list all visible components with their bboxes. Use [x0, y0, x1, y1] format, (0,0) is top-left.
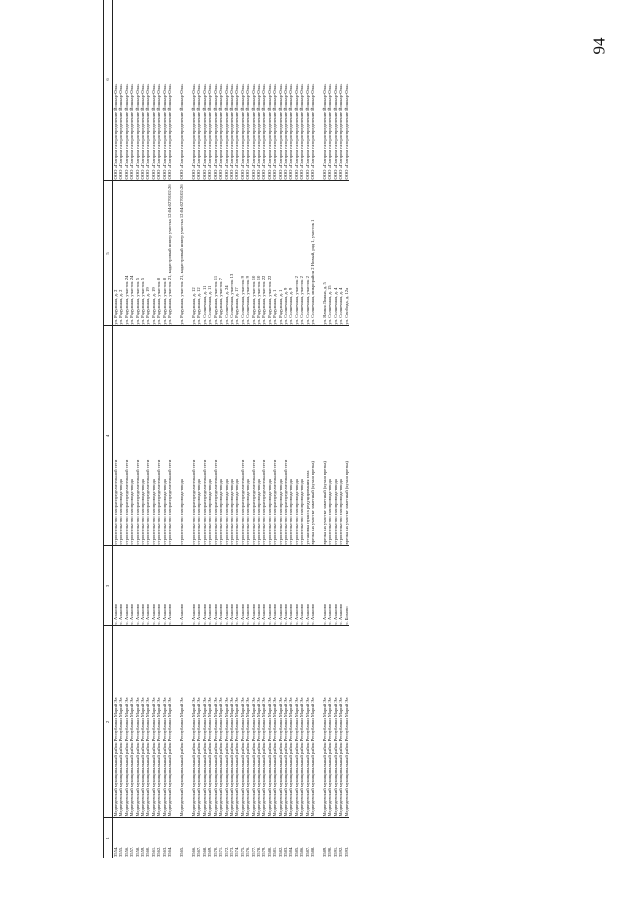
settlement-cell: с. Азаново — [261, 546, 266, 626]
district-cell: Медведевский муниципальный район Республики Марий Эл — [118, 626, 123, 818]
district-cell: Медведевский муниципальный район Республики Марий Эл — [283, 626, 288, 818]
address-cell: ул. Солнечная, участок 2 — [294, 181, 299, 326]
settlement-cell: с. Азаново — [338, 546, 343, 626]
settlement-cell: с. Азаново — [322, 546, 327, 626]
address-cell: ул. Радужная, д. 1 — [278, 181, 283, 326]
organization-cell: ООО «Газпром газораспределение Йошкар-Ола» — [338, 0, 343, 181]
row-number: 3593. — [343, 846, 349, 857]
district-cell: Медведевский муниципальный район Республики Марий Эл — [140, 626, 145, 818]
address-cell: ул. Солнечная, д. 9 — [288, 181, 293, 326]
row-number: 3558. — [134, 846, 140, 857]
organization-cell: ООО «Газпром газораспределение Йошкар-Ола» — [240, 0, 245, 181]
work-type-cell: строительство газопровода-ввода — [278, 326, 283, 546]
settlement-cell: с. Азаново — [333, 546, 338, 626]
address-cell: ул. Радужная, участок 7 — [218, 181, 223, 326]
row-number: 3578. — [255, 846, 261, 857]
address-cell: ул. Солнечная, участок 2 — [299, 181, 304, 326]
row-number: 3554. — [113, 846, 118, 857]
row-number: 3560. — [145, 846, 151, 857]
organization-cell: ООО «Газпром газораспределение Йошкар-Ола» — [202, 0, 207, 181]
address-cell: ул. Радужная, участок 10 — [251, 181, 256, 326]
work-type-cell: строительство газопровода-ввода — [267, 326, 272, 546]
settlement-cell: с. Азаново — [256, 546, 261, 626]
organization-cell: ООО «Газпром газораспределение Йошкар-Ола» — [327, 0, 332, 181]
address-cell: ул. Солнечная, микрорайон 2 Новый, ряд 1, участок 1 — [310, 181, 322, 326]
address-cell: ул. Свобода, д. 12а — [344, 181, 349, 326]
column-header-work-type: 4 — [104, 326, 113, 546]
district-cell: Медведевский муниципальный район Республики Марий Эл — [218, 626, 223, 818]
column-header-settlement: 3 — [104, 546, 113, 626]
table-row — [167, 0, 179, 858]
address-cell: ул. Солнечная, участок 2 — [305, 181, 310, 326]
organization-cell: ООО «Газпром газораспределение Йошкар-Ола» — [135, 0, 140, 181]
address-cell: ул. Радужная, д. 19 — [151, 181, 156, 326]
work-type-cell: строительство газопровода-ввода — [234, 326, 239, 546]
address-cell: ул. Солнечная, д. 24 — [224, 181, 229, 326]
settlement-cell: с. Азаново — [245, 546, 250, 626]
row-number: 3571. — [218, 846, 224, 857]
district-cell: Медведевский муниципальный район Республики Марий Эл — [202, 626, 207, 818]
row-number: 3591. — [332, 846, 338, 857]
settlement-cell: с. Азаново — [294, 546, 299, 626]
organization-cell: ООО «Газпром газораспределение Йошкар-Ола» — [124, 0, 129, 181]
organization-cell: ООО «Газпром газораспределение Йошкар-Ола» — [179, 0, 191, 181]
settlement-cell: с. Азаново — [267, 546, 272, 626]
row-number: 3568. — [201, 846, 207, 857]
address-cell: ул. Радужная, д. 2 — [118, 181, 123, 326]
work-type-cell: строительство газопровода-ввода — [179, 326, 191, 546]
district-cell: Медведевский муниципальный район Республики Марий Эл — [224, 626, 229, 818]
settlement-cell: с. Азаново — [251, 546, 256, 626]
district-cell: Медведевский муниципальный район Республики Марий Эл — [207, 626, 212, 818]
organization-cell: ООО «Газпром газораспределение Йошкар-Ола» — [162, 0, 167, 181]
work-type-cell: строительство газораспределительной сети — [124, 326, 129, 546]
table-row — [310, 0, 322, 858]
row-number: 3580. — [266, 846, 272, 857]
row-number: 3583. — [282, 846, 288, 857]
settlement-cell: с. Азаново — [140, 546, 145, 626]
organization-cell: ООО «Газпром газораспределение Йошкар-Ола» — [151, 0, 156, 181]
row-number: 3588. — [310, 846, 315, 857]
district-cell: Медведевский муниципальный район Республики Марий Эл — [196, 626, 201, 818]
work-type-cell: строительство газопровода-ввода — [299, 326, 304, 546]
district-cell: Медведевский муниципальный район Республики Марий Эл — [272, 626, 277, 818]
row-number: 3590. — [327, 846, 333, 857]
table-row — [179, 0, 191, 858]
address-cell: ул. Радужная, д. 12 — [191, 181, 196, 326]
work-type-cell: строительство газопровода-ввода — [207, 326, 212, 546]
organization-cell: ООО «Газпром газораспределение Йошкар-Ола» — [322, 0, 327, 181]
address-cell: ул. Радужная, д. 17 — [234, 181, 239, 326]
row-number: 3576. — [245, 846, 251, 857]
district-cell: Медведевский муниципальный район Республики Марий Эл — [322, 626, 327, 818]
settlement-cell: с. Азаново — [145, 546, 150, 626]
district-cell: Медведевский муниципальный район Республики Марий Эл — [261, 626, 266, 818]
settlement-cell: с. Азаново — [113, 546, 119, 626]
district-cell: Медведевский муниципальный район Республики Марий Эл — [278, 626, 283, 818]
work-type-cell: строительство газопровода-ввода — [151, 326, 156, 546]
work-type-cell: строительство газопровода-ввода — [333, 326, 338, 546]
work-type-cell: строительство газопровода-ввода — [118, 326, 123, 546]
organization-cell: ООО «Газпром газораспределение Йошкар-Ола» — [207, 0, 212, 181]
organization-cell: ООО «Газпром газораспределение Йошкар-Ола» — [213, 0, 218, 181]
row-number: 3557. — [129, 846, 135, 857]
district-cell: Медведевский муниципальный район Республики Марий Эл — [213, 626, 218, 818]
address-cell: ул. Радужная, д. 2 — [113, 181, 119, 326]
organization-cell: ООО «Газпром газораспределение Йошкар-Ола» — [272, 0, 277, 181]
row-number: 3575. — [239, 846, 245, 857]
address-cell: ул. Радужная, участок 24 — [129, 181, 134, 326]
organization-cell: ООО «Газпром газораспределение Йошкар-Ола» — [218, 0, 223, 181]
settlement-cell: с. Азаново — [118, 546, 123, 626]
organization-cell: ООО «Газпром газораспределение Йошкар-Ола» — [129, 0, 134, 181]
address-cell: ул. Солнечная, участок 13 — [229, 181, 234, 326]
address-cell: ул. Солнечная, д. 11 — [207, 181, 212, 326]
district-cell: Медведевский муниципальный район Республики Марий Эл — [344, 626, 349, 818]
work-type-cell: строительство газопровода-ввода — [196, 326, 201, 546]
row-number: 3570. — [212, 846, 218, 857]
settlement-cell: с. Азаново — [283, 546, 288, 626]
table-body — [113, 0, 350, 858]
organization-cell: ООО «Газпром газораспределение Йошкар-Ола» — [288, 0, 293, 181]
district-cell: Медведевский муниципальный район Республики Марий Эл — [229, 626, 234, 818]
gasification-table-sheet — [103, 58, 569, 858]
address-cell: ул. Радужная, участок 21, кадастровый номер участка 12:04:0270102:26 — [179, 181, 191, 326]
district-cell: Медведевский муниципальный район Республики Марий Эл — [191, 626, 196, 818]
row-number: 3585. — [293, 846, 299, 857]
district-cell: Медведевский муниципальный район Республики Марий Эл — [256, 626, 261, 818]
settlement-cell: с. Азаново — [156, 546, 161, 626]
settlement-cell: с. Азаново — [234, 546, 239, 626]
work-type-cell: строительство газораспределительной сети — [191, 326, 196, 546]
work-type-cell: строительство газораспределительной сети — [135, 326, 140, 546]
address-cell: ул. Солнечная, д. 4 — [338, 181, 343, 326]
district-cell: Медведевский муниципальный район Республики Марий Эл — [124, 626, 129, 818]
work-type-cell: строительство газопровода-ввода — [218, 326, 223, 546]
settlement-cell: с. Азаново — [272, 546, 277, 626]
address-cell: ул. Радужная, участок 22 — [267, 181, 272, 326]
district-cell: Медведевский муниципальный район Республики Марий Эл — [267, 626, 272, 818]
table-row — [344, 0, 349, 858]
organization-cell: ООО «Газпром газораспределение Йошкар-Ола» — [191, 0, 196, 181]
address-cell: ул. Солнечная, участок 9 — [240, 181, 245, 326]
organization-cell: ООО «Газпром газораспределение Йошкар-Ола» — [234, 0, 239, 181]
settlement-cell: с. Азаново — [288, 546, 293, 626]
settlement-cell: с. Азаново — [240, 546, 245, 626]
district-cell: Медведевский муниципальный район Республики Марий Эл — [294, 626, 299, 818]
row-number: 3579. — [261, 846, 267, 857]
column-header-number: 1 — [104, 818, 113, 858]
work-type-cell: строительство газопровода-ввода — [338, 326, 343, 546]
row-number: 3573. — [228, 846, 234, 857]
row-number: 3589. — [322, 846, 327, 857]
gasification-schedule-table — [103, 0, 349, 858]
organization-cell: ООО «Газпром газораспределение Йошкар-Ола» — [251, 0, 256, 181]
work-type-cell: установка пункта редуцирования газа — [305, 326, 310, 546]
work-type-cell: строительство газораспределительной сети — [156, 326, 161, 546]
organization-cell: ООО «Газпром газораспределение Йошкар-Ола» — [224, 0, 229, 181]
address-cell: ул. Солнечная, д. 9 — [283, 181, 288, 326]
row-number: 3566. — [191, 846, 197, 857]
address-cell: ул. Радужная, участок 24 — [124, 181, 129, 326]
work-type-cell: строительство газопровода-ввода — [245, 326, 250, 546]
table-header-row — [104, 0, 113, 858]
address-cell: ул. Солнечная, д. 11 — [202, 181, 207, 326]
district-cell: Медведевский муниципальный район Республики Марий Эл — [251, 626, 256, 818]
row-number: 3555. — [118, 846, 124, 857]
work-type-cell: строительство газопровода-ввода — [162, 326, 167, 546]
address-cell: ул. Радужная, д. 19 — [145, 181, 150, 326]
work-type-cell: строительство газопровода-ввода — [288, 326, 293, 546]
settlement-cell: с. Азаново — [196, 546, 201, 626]
address-cell: ул. Солнечная, д. 15 — [327, 181, 332, 326]
district-cell: Медведевский муниципальный район Республики Марий Эл — [156, 626, 161, 818]
district-cell: Медведевский муниципальный район Республики Марий Эл — [113, 626, 119, 818]
column-header-organization: 6 — [104, 0, 113, 181]
organization-cell: ООО «Газпром газораспределение Йошкар-Ола» — [156, 0, 161, 181]
settlement-cell: с. Азаново — [167, 546, 179, 626]
district-cell: Медведевский муниципальный район Республики Марий Эл — [167, 626, 179, 818]
district-cell: Медведевский муниципальный район Республики Марий Эл — [129, 626, 134, 818]
address-cell: ул. Радужная, участок 10 — [256, 181, 261, 326]
address-cell: ул. Радужная, участок 8 — [156, 181, 161, 326]
settlement-cell: с. Азаново — [179, 546, 191, 626]
work-type-cell: строительство газораспределительной сети — [202, 326, 207, 546]
district-cell: Медведевский муниципальный район Республики Марий Эл — [135, 626, 140, 818]
row-number: 3574. — [234, 846, 240, 857]
work-type-cell: строительство газораспределительной сети — [213, 326, 218, 546]
settlement-cell: с. Азаново — [229, 546, 234, 626]
organization-cell: ООО «Газпром газораспределение Йошкар-Ола» — [333, 0, 338, 181]
organization-cell: ООО «Газпром газораспределение Йошкар-Ола» — [305, 0, 310, 181]
work-type-cell: врезка на участке заметный (кухня врезка) — [344, 326, 349, 546]
organization-cell: ООО «Газпром газораспределение Йошкар-Ола» — [278, 0, 283, 181]
address-cell: ул. Радужная, участок 5 — [140, 181, 145, 326]
column-header-address: 5 — [104, 181, 113, 326]
district-cell: Медведевский муниципальный район Республики Марий Эл — [333, 626, 338, 818]
settlement-cell: с. Азаново — [213, 546, 218, 626]
organization-cell: ООО «Газпром газораспределение Йошкар-Ола» — [256, 0, 261, 181]
settlement-cell: с. Бохово — [344, 546, 349, 626]
organization-cell: ООО «Газпром газораспределение Йошкар-Ола» — [299, 0, 304, 181]
row-number: 3577. — [250, 846, 256, 857]
address-cell: ул. Радужная, участок 8 — [162, 181, 167, 326]
address-cell: ул. Солнечная, д. 4 — [333, 181, 338, 326]
row-number: 3556. — [123, 846, 129, 857]
organization-cell: ООО «Газпром газораспределение Йошкар-Ола» — [344, 0, 349, 181]
address-cell: ул. Радужная, участок 21, кадастровый номер участка 12:04:0270102:26 — [167, 181, 179, 326]
organization-cell: ООО «Газпром газораспределение Йошкар-Ола» — [229, 0, 234, 181]
settlement-cell: с. Азаново — [305, 546, 310, 626]
settlement-cell: с. Азаново — [278, 546, 283, 626]
organization-cell: ООО «Газпром газораспределение Йошкар-Ола» — [294, 0, 299, 181]
work-type-cell: врезка на участке заметный (кухня врезка) — [310, 326, 322, 546]
organization-cell: ООО «Газпром газораспределение Йошкар-Ола» — [145, 0, 150, 181]
organization-cell: ООО «Газпром газораспределение Йошкар-Ола» — [245, 0, 250, 181]
organization-cell: ООО «Газпром газораспределение Йошкар-Ола» — [118, 0, 123, 181]
settlement-cell: с. Азаново — [207, 546, 212, 626]
column-header-district: 2 — [104, 626, 113, 818]
row-number: 3562. — [156, 846, 162, 857]
row-number: 3592. — [338, 846, 344, 857]
organization-cell: ООО «Газпром газораспределение Йошкар-Ола» — [310, 0, 322, 181]
address-cell: ул. Радужная, участок 5 — [135, 181, 140, 326]
address-cell: ул. Радужная, д. 12 — [196, 181, 201, 326]
row-number: 3584. — [288, 846, 294, 857]
work-type-cell: строительство газораспределительной сети — [283, 326, 288, 546]
settlement-cell: с. Азаново — [162, 546, 167, 626]
work-type-cell: строительство газораспределительной сети — [145, 326, 150, 546]
address-cell: ул. Ялиня Ложна, д. 5 — [322, 181, 327, 326]
work-type-cell: строительство газораспределительной сети — [272, 326, 277, 546]
settlement-cell: с. Азаново — [202, 546, 207, 626]
address-cell: ул. Радужная, участок 22 — [261, 181, 266, 326]
district-cell: Медведевский муниципальный район Республики Марий Эл — [179, 626, 191, 818]
settlement-cell: с. Азаново — [218, 546, 223, 626]
district-cell: Медведевский муниципальный район Республики Марий Эл — [151, 626, 156, 818]
settlement-cell: с. Азаново — [135, 546, 140, 626]
work-type-cell: строительство газораспределительной сети — [113, 326, 119, 546]
row-number: 3586. — [299, 846, 305, 857]
settlement-cell: с. Азаново — [124, 546, 129, 626]
row-number: 3564. — [167, 846, 173, 857]
work-type-cell: строительство газопровода-ввода — [224, 326, 229, 546]
work-type-cell: врезка на участке заметный (кухня врезка) — [322, 326, 327, 546]
district-cell: Медведевский муниципальный район Республики Марий Эл — [245, 626, 250, 818]
row-number: 3581. — [272, 846, 278, 857]
address-cell: ул. Солнечная, участок 9 — [245, 181, 250, 326]
settlement-cell: с. Азаново — [191, 546, 196, 626]
settlement-cell: с. Азаново — [224, 546, 229, 626]
row-number: 3582. — [277, 846, 283, 857]
settlement-cell: с. Азаново — [151, 546, 156, 626]
row-number: 3587. — [304, 846, 310, 857]
work-type-cell: строительство газораспределительной сети — [251, 326, 256, 546]
settlement-cell: с. Азаново — [310, 546, 322, 626]
work-type-cell: строительство газораспределительной сети — [167, 326, 179, 546]
organization-cell: ООО «Газпром газораспределение Йошкар-Ола» — [261, 0, 266, 181]
organization-cell: ООО «Газпром газораспределение Йошкар-Ола» — [267, 0, 272, 181]
work-type-cell: строительство газопровода-ввода — [256, 326, 261, 546]
work-type-cell: строительство газопровода-ввода — [140, 326, 145, 546]
page-number: 94 — [589, 37, 609, 55]
address-cell: ул. Радужная, участок 11 — [213, 181, 218, 326]
district-cell: Медведевский муниципальный район Республики Марий Эл — [288, 626, 293, 818]
settlement-cell: с. Азаново — [129, 546, 134, 626]
row-number: 3561. — [150, 846, 156, 857]
district-cell: Медведевский муниципальный район Республики Марий Эл — [234, 626, 239, 818]
district-cell: Медведевский муниципальный район Республики Марий Эл — [145, 626, 150, 818]
work-type-cell: строительство газораспределительной сети — [261, 326, 266, 546]
district-cell: Медведевский муниципальный район Республики Марий Эл — [327, 626, 332, 818]
row-number: 3563. — [161, 846, 167, 857]
district-cell: Медведевский муниципальный район Республики Марий Эл — [338, 626, 343, 818]
organization-cell: ООО «Газпром газораспределение Йошкар-Ола» — [113, 0, 119, 181]
organization-cell: ООО «Газпром газораспределение Йошкар-Ола» — [283, 0, 288, 181]
organization-cell: ООО «Газпром газораспределение Йошкар-Ола» — [167, 0, 179, 181]
district-cell: Медведевский муниципальный район Республики Марий Эл — [310, 626, 322, 818]
district-cell: Медведевский муниципальный район Республики Марий Эл — [240, 626, 245, 818]
address-cell: ул. Радужная, д. 1 — [272, 181, 277, 326]
organization-cell: ООО «Газпром газораспределение Йошкар-Ола» — [196, 0, 201, 181]
settlement-cell: с. Азаново — [299, 546, 304, 626]
work-type-cell: строительство газопровода-ввода — [229, 326, 234, 546]
row-number: 3559. — [140, 846, 146, 857]
work-type-cell: строительство газораспределительной сети — [240, 326, 245, 546]
settlement-cell: с. Азаново — [327, 546, 332, 626]
district-cell: Медведевский муниципальный район Республики Марий Эл — [305, 626, 310, 818]
row-number: 3567. — [196, 846, 202, 857]
work-type-cell: строительство газопровода-ввода — [327, 326, 332, 546]
district-cell: Медведевский муниципальный район Республики Марий Эл — [299, 626, 304, 818]
organization-cell: ООО «Газпром газораспределение Йошкар-Ола» — [140, 0, 145, 181]
work-type-cell: строительство газопровода-ввода — [129, 326, 134, 546]
row-number: 3565. — [179, 846, 185, 857]
work-type-cell: строительство газопровода-ввода — [294, 326, 299, 546]
district-cell: Медведевский муниципальный район Республики Марий Эл — [162, 626, 167, 818]
row-number: 3572. — [223, 846, 229, 857]
row-number: 3569. — [207, 846, 213, 857]
